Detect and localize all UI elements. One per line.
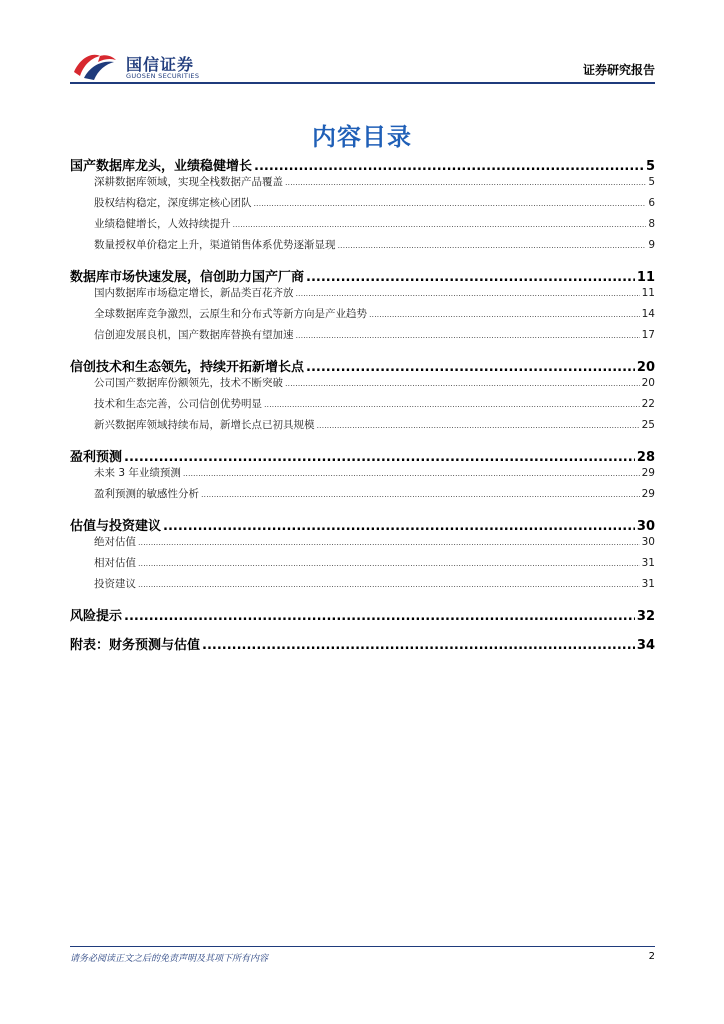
- toc-section-entry[interactable]: [94, 306, 655, 321]
- toc-dot-leader: [124, 450, 635, 465]
- toc-entry-title: 新兴数据库领域持续布局，新增长点已初具规模: [94, 419, 315, 431]
- toc-entry-page-number: 5: [645, 159, 655, 174]
- toc-dot-leader: [124, 609, 635, 624]
- toc-entry-title: 数据库市场快速发展，信创助力国产厂商: [70, 270, 305, 285]
- toc-section-entry[interactable]: [94, 375, 655, 390]
- toc-entry-page-number: 29: [641, 467, 655, 479]
- footer-disclaimer: 请务必阅读正文之后的免责声明及其项下所有内容: [70, 954, 269, 964]
- toc-entry-page-number: 22: [641, 398, 655, 410]
- toc-entry-page-number: 30: [636, 519, 655, 534]
- toc-dot-leader: [285, 176, 646, 188]
- toc-dot-leader: [183, 467, 640, 479]
- toc-entry-page-number: 34: [636, 638, 655, 653]
- toc-entry-page-number: 5: [648, 176, 655, 188]
- toc-entry-title: 相对估值: [94, 557, 136, 569]
- toc-dot-leader: [317, 419, 640, 431]
- toc-chapter-entry[interactable]: [70, 266, 655, 285]
- toc-entry-title: 深耕数据库领域，实现全栈数据产品覆盖: [94, 176, 283, 188]
- footer-page-number: 2: [648, 951, 655, 962]
- toc-entry-title: 国产数据库龙头，业绩稳健增长: [70, 159, 253, 174]
- toc-entry-title: 估值与投资建议: [70, 519, 162, 534]
- toc-chapter-entry[interactable]: [70, 155, 655, 174]
- toc-section-entry[interactable]: [94, 237, 655, 252]
- toc-entry-title: 信创技术和生态领先，持续开拓新增长点: [70, 360, 305, 375]
- toc-entry-page-number: 31: [641, 557, 655, 569]
- toc-entry-title: 国内数据库市场稳定增长，新品类百花齐放: [94, 287, 294, 299]
- toc-entry-title: 业绩稳健增长，人效持续提升: [94, 218, 231, 230]
- toc-dot-leader: [369, 308, 640, 320]
- toc-chapter-entry[interactable]: [70, 515, 655, 534]
- toc-section-entry[interactable]: [94, 327, 655, 342]
- toc-entry-page-number: 32: [636, 609, 655, 624]
- logo-english-name: GUOSEN SECURITIES: [126, 72, 200, 80]
- toc-dot-leader: [202, 638, 635, 653]
- toc-chapter-entry[interactable]: [70, 634, 655, 653]
- toc-entry-page-number: 11: [641, 287, 655, 299]
- toc-entry-title: 盈利预测: [70, 450, 123, 465]
- toc-entry-title: 公司国产数据库份额领先，技术不断突破: [94, 377, 283, 389]
- toc-chapter-entry[interactable]: [70, 356, 655, 375]
- toc-section-entry[interactable]: [94, 285, 655, 300]
- toc-dot-leader: [338, 239, 647, 251]
- toc-dot-leader: [296, 329, 640, 341]
- toc-entry-page-number: 25: [641, 419, 655, 431]
- toc-chapter-entry[interactable]: [70, 446, 655, 465]
- toc-entry-page-number: 28: [636, 450, 655, 465]
- toc-entry-title: 信创迎发展良机，国产数据库替换有望加速: [94, 329, 294, 341]
- toc-dot-leader: [254, 159, 644, 174]
- logo-chinese-name: 国信证券: [126, 55, 195, 74]
- toc-entry-page-number: 11: [636, 270, 655, 285]
- toc-entry-title: 风险提示: [70, 609, 123, 624]
- guosen-logo: [70, 48, 270, 84]
- toc-section-entry[interactable]: [94, 555, 655, 570]
- toc-dot-leader: [306, 360, 635, 375]
- toc-section-entry[interactable]: [94, 396, 655, 411]
- toc-entry-title: 附表：财务预测与估值: [70, 638, 201, 653]
- toc-entry-page-number: 17: [641, 329, 655, 341]
- toc-dot-leader: [201, 488, 640, 500]
- toc-dot-leader: [138, 557, 640, 569]
- toc-chapter-entry[interactable]: [70, 605, 655, 624]
- toc-entry-page-number: 8: [648, 218, 655, 230]
- toc-entry-title: 股权结构稳定，深度绑定核心团队: [94, 197, 252, 209]
- toc-section-entry[interactable]: [94, 216, 655, 231]
- toc-dot-leader: [233, 218, 647, 230]
- toc-entry-title: 技术和生态完善，公司信创优势明显: [94, 398, 262, 410]
- footer-divider: [70, 946, 655, 947]
- toc-entry-title: 投资建议: [94, 578, 136, 590]
- toc-entry-title: 绝对估值: [94, 536, 136, 548]
- toc-section-entry[interactable]: [94, 465, 655, 480]
- toc-entry-page-number: 14: [641, 308, 655, 320]
- toc-section-entry[interactable]: [94, 576, 655, 591]
- toc-entry-page-number: 6: [648, 197, 655, 209]
- toc-section-entry[interactable]: [94, 195, 655, 210]
- toc-title: 内容目录: [312, 123, 412, 151]
- guosen-logo-icon: [70, 50, 120, 82]
- toc-dot-leader: [163, 519, 635, 534]
- toc-section-entry[interactable]: [94, 417, 655, 432]
- toc-dot-leader: [285, 377, 640, 389]
- toc-dot-leader: [306, 270, 635, 285]
- toc-dot-leader: [296, 287, 640, 299]
- header-divider: [70, 82, 655, 84]
- toc-dot-leader: [138, 536, 640, 548]
- toc-entry-page-number: 20: [641, 377, 655, 389]
- toc-entry-page-number: 20: [636, 360, 655, 375]
- toc-entry-title: 未来 3 年业绩预测: [94, 467, 181, 479]
- toc-entry-page-number: 29: [641, 488, 655, 500]
- toc-entry-title: 全球数据库竞争激烈，云原生和分布式等新方向是产业趋势: [94, 308, 367, 320]
- report-type-label: 证券研究报告: [582, 63, 655, 77]
- toc-entry-title: 盈利预测的敏感性分析: [94, 488, 199, 500]
- toc-entry-page-number: 30: [641, 536, 655, 548]
- toc-dot-leader: [264, 398, 640, 410]
- toc-entry-page-number: 9: [648, 239, 655, 251]
- toc-dot-leader: [138, 578, 640, 590]
- page-header: [70, 48, 655, 84]
- toc-entry-page-number: 31: [641, 578, 655, 590]
- toc-section-entry[interactable]: [94, 534, 655, 549]
- toc-section-entry[interactable]: [94, 174, 655, 189]
- toc-section-entry[interactable]: [94, 486, 655, 501]
- toc-entry-title: 数量授权单价稳定上升，渠道销售体系优势逐渐显现: [94, 239, 336, 251]
- toc-dot-leader: [254, 197, 647, 209]
